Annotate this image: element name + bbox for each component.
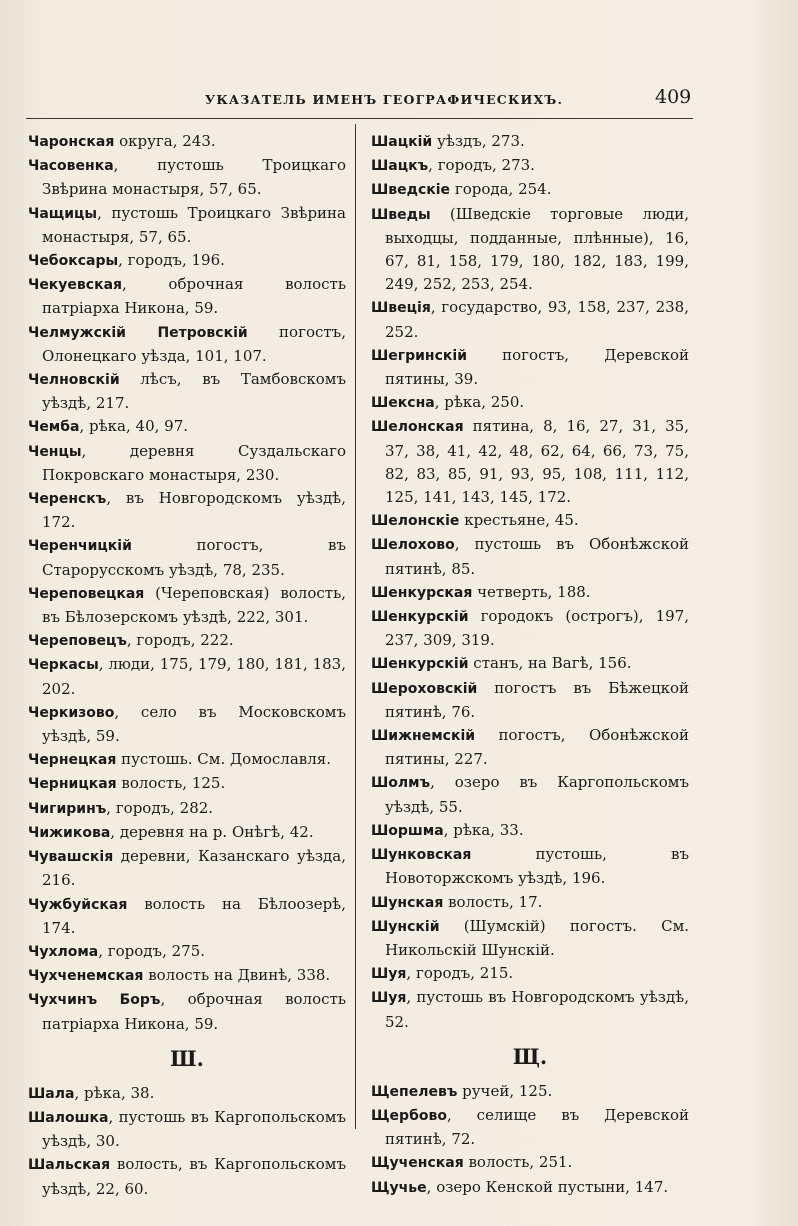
entry-term: Черенчицкій <box>28 538 132 555</box>
index-entry <box>371 652 689 676</box>
index-entry <box>371 891 689 915</box>
entry-text: погостъ въ Бѣжецкой пятинѣ, 76. <box>385 678 689 721</box>
entry-term: Шунскій <box>371 918 440 935</box>
entry-term: Шелохово <box>371 537 455 554</box>
index-entry <box>371 819 689 843</box>
entry-list <box>371 130 689 1034</box>
index-entry <box>371 1080 689 1104</box>
entry-term: Шацкій <box>371 134 433 150</box>
entry-term: Шалошка <box>28 1109 109 1126</box>
entry-text: , пустошь въ Обонѣжской пятинѣ, 85. <box>385 535 689 578</box>
index-entry <box>28 321 346 368</box>
entry-text: волость, 17. <box>443 892 543 911</box>
entry-text: , рѣка, 33. <box>443 820 524 839</box>
entry-text: , пустошь Троицкаго Звѣрина монастыря, 57, 65. <box>42 203 346 246</box>
index-entry <box>371 915 689 962</box>
index-entry <box>371 344 689 391</box>
index-entry <box>28 487 346 534</box>
entry-text: , пустошь въ Новгородскомъ уѣздѣ, 52. <box>385 988 689 1031</box>
index-entry <box>371 962 689 986</box>
entry-text: , государство, 93, 158, 237, 238, 252. <box>385 298 689 341</box>
entry-text: , городъ, 273. <box>428 156 535 175</box>
entry-term: Шуя <box>371 990 407 1007</box>
entry-text: волость на Бѣлоозерѣ, 174. <box>42 894 346 937</box>
entry-text: , деревня на р. Онѣгѣ, 42. <box>110 822 314 841</box>
index-entry <box>28 368 346 415</box>
entry-term: Чижикова <box>28 824 111 841</box>
index-entry <box>371 391 689 415</box>
entry-text: четверть, 188. <box>472 582 591 601</box>
index-entry <box>371 771 689 818</box>
index-entry <box>28 701 346 748</box>
index-entry <box>28 202 346 249</box>
entry-term: Череповецкая <box>28 585 145 602</box>
entry-text: волость, 125. <box>116 774 226 793</box>
entry-text: , въ Новгородскомъ уѣздѣ, 172. <box>42 489 346 532</box>
entry-text: (Череповская) волость, въ Бѣлозерскомъ уѣздѣ, 222, 301. <box>42 583 346 627</box>
entry-text: крестьяне, 45. <box>459 511 579 530</box>
entry-text: лѣсъ, въ Тамбовскомъ уѣздѣ, 217. <box>42 370 346 413</box>
entry-term: Шегринскій <box>371 347 468 364</box>
index-entry <box>28 534 346 581</box>
index-entry <box>28 249 346 273</box>
index-entry <box>371 581 689 605</box>
index-entry <box>371 296 689 343</box>
entry-term: Чухлома <box>28 943 99 960</box>
entry-text: волость, въ Каргопольскомъ уѣздѣ, 22, 60. <box>42 1155 346 1198</box>
entry-term: Щучье <box>371 1179 427 1196</box>
index-entry <box>28 440 346 487</box>
entry-term: Шала <box>28 1085 75 1102</box>
index-entry <box>28 748 346 772</box>
entry-list <box>28 1082 346 1201</box>
entry-text: города, 254. <box>450 180 552 199</box>
index-entry <box>28 1106 346 1153</box>
section-letter: Щ. <box>512 1043 548 1069</box>
entry-term: Щепелевъ <box>371 1083 458 1100</box>
entry-term: Шальская <box>28 1157 111 1174</box>
entry-text: , городъ, 196. <box>118 251 225 270</box>
index-entry <box>371 415 689 509</box>
index-entry <box>371 154 689 178</box>
index-entry <box>371 986 689 1033</box>
entry-text: , оброчная волость патріарха Никона, 59. <box>42 990 346 1033</box>
index-entry <box>371 1151 689 1175</box>
entry-text: станъ, на Вагѣ, 156. <box>468 654 632 673</box>
entry-text: , городъ, 275. <box>98 941 206 960</box>
entry-text: уѣздъ, 273. <box>432 132 525 150</box>
entry-term: Шолмъ <box>371 775 431 792</box>
entry-text: деревни, Казанскаго уѣзда, 216. <box>42 847 346 890</box>
index-entry <box>28 1153 346 1200</box>
entry-text: , оброчная волость патріарха Никона, 59. <box>42 275 346 318</box>
index-entry <box>28 130 346 154</box>
entry-term: Шенкурскій <box>371 609 469 626</box>
index-entry <box>28 988 346 1035</box>
index-entry <box>371 130 689 154</box>
index-entry <box>28 893 346 940</box>
entry-text: , городъ, 282. <box>106 798 214 817</box>
index-entry <box>28 797 346 821</box>
index-entry <box>28 582 346 629</box>
entry-term: Чухченемская <box>28 968 144 985</box>
index-entry <box>371 509 689 533</box>
entry-text: , городъ, 215. <box>406 964 514 983</box>
entry-term: Шижнемскій <box>371 728 476 745</box>
entry-term: Шведскіе <box>371 182 451 199</box>
index-entry <box>28 821 346 845</box>
index-entry <box>371 1104 689 1151</box>
entry-term: Черкизово <box>28 704 115 721</box>
entry-term: Шенкурская <box>371 584 473 601</box>
entry-text: волость на Двинѣ, 338. <box>143 966 331 985</box>
entry-term: Шуя <box>371 966 407 983</box>
entry-term: Черкасы <box>28 657 99 674</box>
entry-term: Челновскій <box>28 372 120 389</box>
page-number: 409 <box>655 86 692 108</box>
index-entry <box>28 629 346 653</box>
index-entry <box>28 154 346 201</box>
entry-text: , село въ Московскомъ уѣздѣ, 59. <box>42 702 346 746</box>
entry-term: Ченцы <box>28 443 82 460</box>
entry-term: Часовенка <box>28 158 114 175</box>
entry-text: пустошь, въ Новоторжскомъ уѣздѣ, 196. <box>385 845 689 888</box>
entry-text: , озеро Кенской пустыни, 147. <box>426 1177 669 1196</box>
index-entry <box>28 1082 346 1106</box>
entry-term: Чувашскія <box>28 849 114 866</box>
index-entry <box>28 273 346 320</box>
entry-term: Чернецкая <box>28 752 117 769</box>
right-column <box>371 130 689 1200</box>
index-entry <box>371 533 689 580</box>
entry-term: Череповецъ <box>28 633 127 650</box>
entry-term: Шведы <box>371 206 431 223</box>
section-letter: Ш. <box>170 1045 204 1071</box>
entry-text: погостъ, Деревской пятины, 39. <box>385 345 689 389</box>
entry-text: , люди, 175, 179, 180, 181, 183, 202. <box>42 655 346 698</box>
entry-text: , пустошь Троицкаго Звѣрина монастыря, 57, 65. <box>42 156 346 199</box>
header-rule <box>26 118 693 119</box>
entry-text: , пустошь въ Каргопольскомъ уѣздѣ, 30. <box>42 1107 346 1151</box>
index-entry <box>371 843 689 890</box>
running-title: УКАЗАТЕЛЬ ИМЕНЪ ГЕОГРАФИЧЕСКИХЪ. <box>205 92 564 107</box>
entry-text: , городъ, 222. <box>126 631 234 650</box>
index-entry <box>371 605 689 652</box>
index-entry <box>28 415 346 439</box>
entry-term: Шенкурскій <box>371 656 469 673</box>
entry-term: Черенскъ <box>28 491 107 508</box>
entry-text: , озеро въ Каргопольскомъ уѣздѣ, 55. <box>385 773 689 816</box>
entry-text: волость, 251. <box>463 1153 573 1172</box>
index-entry <box>28 772 346 796</box>
entry-term: Щученская <box>371 1155 464 1172</box>
entry-term: Швеція <box>371 300 431 317</box>
left-column <box>28 130 346 1201</box>
entry-term: Шацкъ <box>371 158 429 175</box>
entry-text: , деревня Суздальскаго Покровскаго монастыря, 230. <box>42 441 346 484</box>
entry-term: Шоршма <box>371 822 444 839</box>
entry-term: Чекуевская <box>28 277 123 294</box>
index-entry <box>371 1176 689 1200</box>
entry-term: Чемба <box>28 419 80 436</box>
entry-term: Щербово <box>371 1107 447 1124</box>
entry-text: (Шведскіе торговые люди, выходцы, подданные, плѣнные), 16, 67, 81, 158, 179, 180, 182, 183, 199, 249, 252, 253, 254. <box>385 204 689 294</box>
entry-term: Чащицы <box>28 205 98 222</box>
entry-term: Шунковская <box>371 847 472 864</box>
index-entry <box>371 203 689 297</box>
index-entry <box>371 178 689 202</box>
entry-text: погостъ, Обонѣжской пятины, 227. <box>385 726 689 769</box>
entry-list <box>28 130 346 1036</box>
entry-text: погостъ, въ Старорусскомъ уѣздѣ, 78, 235. <box>42 536 346 579</box>
entry-text: округа, 243. <box>114 132 216 150</box>
entry-text: пятина, 8, 16, 27, 31, 35, 37, 38, 41, 42, 48, 62, 64, 66, 73, 75, 82, 83, 85, 91, 93, 95, 108, 111, 112, 125, 141, 143, 145, 172. <box>385 417 689 507</box>
entry-term: Челмужскій Петровскій <box>28 324 248 341</box>
index-entry <box>371 677 689 724</box>
entry-term: Шунская <box>371 894 444 911</box>
entry-text: , рѣка, 250. <box>434 393 525 412</box>
index-entry <box>28 653 346 700</box>
entry-text: погостъ, Олонецкаго уѣзда, 101, 107. <box>42 322 346 365</box>
entry-term: Чигиринъ <box>28 800 107 817</box>
index-entry <box>371 724 689 771</box>
entry-text: (Шумскій) погостъ. См. Никольскій Шунскій. <box>385 916 689 959</box>
entry-text: , рѣка, 38. <box>74 1083 155 1102</box>
entry-term: Чаронская <box>28 134 115 150</box>
entry-term: Чухчинъ Боръ <box>28 992 161 1009</box>
entry-text: ручей, 125. <box>457 1081 553 1100</box>
entry-term: Шелонскіе <box>371 513 460 530</box>
index-entry <box>28 845 346 892</box>
entry-term: Шексна <box>371 395 435 412</box>
entry-term: Шелонская <box>371 419 464 436</box>
column-divider <box>355 124 356 1129</box>
entry-term: Черницкая <box>28 776 117 793</box>
entry-text: , рѣка, 40, 97. <box>79 417 188 436</box>
entry-text: , селище въ Деревской пятинѣ, 72. <box>385 1105 689 1149</box>
page-header <box>0 86 798 116</box>
index-entry <box>28 940 346 964</box>
entry-term: Чебоксары <box>28 253 119 270</box>
entry-list <box>371 1080 689 1200</box>
index-entry <box>28 964 346 988</box>
entry-term: Шероховскій <box>371 680 478 697</box>
entry-text: пустошь. См. Домославля. <box>116 750 331 769</box>
entry-term: Чужбуйская <box>28 896 128 913</box>
entry-text: городокъ (острогъ), 197, 237, 309, 319. <box>385 607 689 650</box>
